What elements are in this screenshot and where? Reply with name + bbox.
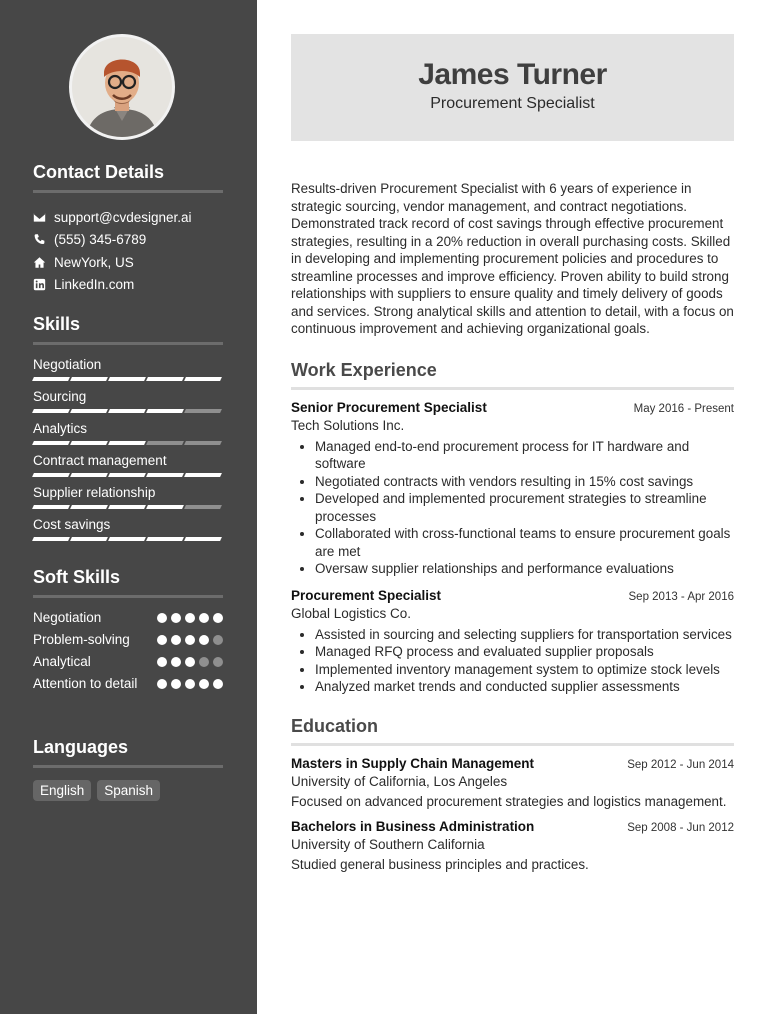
skill-name: Negotiation [33, 357, 102, 372]
rating-dot [213, 613, 223, 623]
contact-phone-text: (555) 345-6789 [54, 232, 147, 248]
avatar [69, 34, 175, 140]
job-bullet: • Assisted in sourcing and selecting suppliers for transportation services [315, 626, 734, 644]
skills-title: Skills [33, 314, 223, 345]
education-entry [291, 756, 734, 809]
skill-name: Sourcing [33, 389, 87, 404]
skill-level-segment [32, 473, 69, 477]
skill-item [33, 419, 223, 451]
job-bullet: • Oversaw supplier relationships and performance evaluations [315, 560, 734, 578]
rating-dot [213, 635, 223, 645]
degree-date: Sep 2012 - Jun 2014 [627, 758, 734, 771]
skill-level-segment [184, 441, 221, 445]
envelope-icon [33, 211, 54, 224]
job-date: May 2016 - Present [633, 402, 734, 415]
skill-item [33, 451, 223, 483]
skill-level-segment [108, 505, 145, 509]
skill-level-segment [108, 441, 145, 445]
work-entry [291, 400, 734, 578]
soft-skill-rating [157, 675, 223, 689]
contact-linkedin-text: LinkedIn.com [54, 277, 135, 293]
person-name: James Turner [418, 58, 607, 91]
job-company: Tech Solutions Inc. [291, 417, 405, 433]
language-tag: Spanish [97, 780, 160, 801]
work-title: Work Experience [291, 360, 734, 390]
skill-level-segment [32, 537, 69, 541]
work-entry-header [291, 400, 734, 415]
soft-skill-name: Attention to detail [33, 676, 138, 691]
rating-dot [171, 613, 181, 623]
job-bullet: • Implemented inventory management system to optimize stock levels [315, 661, 734, 679]
education-title: Education [291, 716, 734, 746]
skill-level-segment [184, 537, 221, 541]
skill-level-segment [32, 441, 69, 445]
rating-dot [199, 657, 209, 667]
school-name: University of Southern California [291, 836, 485, 852]
rating-dot [185, 613, 195, 623]
skill-level-segment [146, 505, 183, 509]
skill-level-segment [108, 409, 145, 413]
skill-level-segment [146, 473, 183, 477]
soft-skill-item [33, 653, 223, 675]
skill-level-segment [146, 537, 183, 541]
rating-dot [157, 635, 167, 645]
soft-skills-section [33, 567, 223, 697]
soft-skill-name: Negotiation [33, 610, 102, 625]
rating-dot [157, 613, 167, 623]
main-content [291, 34, 734, 872]
skill-level-bar [33, 377, 223, 382]
job-title: Senior Procurement Specialist [291, 399, 487, 415]
skill-level-segment [32, 377, 69, 381]
education-list [291, 756, 734, 872]
skill-level-segment [146, 409, 183, 413]
skill-level-segment [108, 377, 145, 381]
soft-skills-list [33, 609, 223, 697]
contact-section [33, 162, 223, 296]
education-description: Focused on advanced procurement strategies and logistics management. [291, 793, 727, 809]
rating-dot [185, 635, 195, 645]
contact-phone[interactable] [33, 229, 223, 252]
rating-dot [199, 613, 209, 623]
contact-title: Contact Details [33, 162, 223, 193]
rating-dot [185, 679, 195, 689]
job-bullets [291, 626, 734, 696]
skill-level-bar [33, 409, 223, 414]
skill-level-segment [146, 377, 183, 381]
profile-photo [72, 37, 172, 137]
contact-email[interactable] [33, 206, 223, 229]
skill-name: Analytics [33, 421, 88, 436]
skill-level-segment [146, 441, 183, 445]
skill-level-segment [70, 473, 107, 477]
contact-linkedin[interactable] [33, 274, 223, 297]
job-bullet: • Negotiated contracts with vendors resulting in 15% cost savings [315, 473, 734, 491]
degree-title: Masters in Supply Chain Management [291, 755, 535, 771]
sidebar [0, 0, 257, 1014]
home-icon [33, 256, 54, 269]
contact-email-text: support@cvdesigner.ai [54, 209, 192, 225]
skill-name: Contract management [33, 453, 167, 468]
person-role: Procurement Specialist [430, 95, 595, 112]
skill-level-segment [184, 377, 221, 381]
skill-level-segment [108, 537, 145, 541]
skill-level-segment [70, 505, 107, 509]
skills-section [33, 314, 223, 547]
contact-location [33, 251, 223, 274]
summary-text: Results-driven Procurement Specialist with 6 years of experience in strategic sourcing, vendor management, and contract negotiations. Demonstrated track record of cost savings through effective procurement strategies, resulting in a 20% reduction in overall purchasing costs. Skilled in developing and implementing procurement policies and procedures to streamline processes and improve efficiency. Proven ability to build strong relationships with suppliers to ensure quality and timely delivery of goods and services. Strong analytical skills and attention to detail, with a focus on continuous improvement and achieving organizational goals. [291, 181, 734, 336]
skill-level-segment [70, 441, 107, 445]
skill-level-segment [32, 505, 69, 509]
education-entry-header [291, 756, 734, 771]
skill-level-segment [70, 537, 107, 541]
rating-dot [185, 657, 195, 667]
languages-list [33, 780, 223, 801]
rating-dot [171, 657, 181, 667]
languages-title: Languages [33, 737, 223, 768]
skill-item [33, 483, 223, 515]
skill-level-segment [70, 377, 107, 381]
resume-header [291, 34, 734, 141]
work-entry-header [291, 588, 734, 603]
skill-level-bar [33, 441, 223, 446]
skill-item [33, 355, 223, 387]
job-bullet: • Managed RFQ process and evaluated supplier proposals [315, 643, 734, 661]
job-bullet: • Collaborated with cross-functional teams to ensure procurement goals are met [315, 525, 734, 560]
rating-dot [157, 657, 167, 667]
school-name: University of California, Los Angeles [291, 773, 508, 789]
skill-level-segment [184, 505, 221, 509]
contact-list [33, 206, 223, 296]
job-bullet: • Analyzed market trends and conducted supplier assessments [315, 678, 734, 696]
education-entry-header [291, 819, 734, 834]
education-entry [291, 819, 734, 872]
rating-dot [199, 679, 209, 689]
skill-level-bar [33, 505, 223, 510]
rating-dot [213, 657, 223, 667]
job-date: Sep 2013 - Apr 2016 [628, 590, 734, 603]
rating-dot [199, 635, 209, 645]
rating-dot [171, 635, 181, 645]
rating-dot [157, 679, 167, 689]
soft-skill-item [33, 609, 223, 631]
work-list [291, 400, 734, 696]
skill-level-bar [33, 537, 223, 542]
phone-icon [33, 233, 54, 246]
soft-skill-name: Analytical [33, 654, 91, 669]
skill-level-segment [32, 409, 69, 413]
skill-level-segment [184, 409, 221, 413]
rating-dot [213, 679, 223, 689]
job-bullet: • Developed and implemented procurement strategies to streamline processes [315, 490, 734, 525]
skill-level-bar [33, 473, 223, 478]
education-description: Studied general business principles and practices. [291, 856, 589, 872]
contact-location-text: NewYork, US [54, 254, 134, 270]
soft-skill-rating [157, 631, 223, 645]
rating-dot [171, 679, 181, 689]
skill-item [33, 387, 223, 419]
skill-level-segment [70, 409, 107, 413]
soft-skill-item [33, 631, 223, 653]
degree-date: Sep 2008 - Jun 2012 [627, 821, 734, 834]
job-bullet: • Managed end-to-end procurement process for IT hardware and software [315, 438, 734, 473]
skill-name: Cost savings [33, 517, 111, 532]
soft-skill-item [33, 675, 223, 697]
skill-name: Supplier relationship [33, 485, 156, 500]
language-tag: English [33, 780, 91, 801]
soft-skill-rating [157, 653, 223, 667]
soft-skill-name: Problem-solving [33, 632, 130, 647]
degree-title: Bachelors in Business Administration [291, 818, 535, 834]
skill-level-segment [108, 473, 145, 477]
job-title: Procurement Specialist [291, 587, 442, 603]
work-entry [291, 588, 734, 696]
soft-skill-rating [157, 609, 223, 623]
job-company: Global Logistics Co. [291, 605, 412, 621]
skill-level-segment [184, 473, 221, 477]
job-bullets [291, 438, 734, 578]
soft-skills-title: Soft Skills [33, 567, 223, 598]
skill-item [33, 515, 223, 547]
linkedin-icon [33, 278, 54, 291]
languages-section [33, 737, 223, 801]
skills-list [33, 355, 223, 547]
